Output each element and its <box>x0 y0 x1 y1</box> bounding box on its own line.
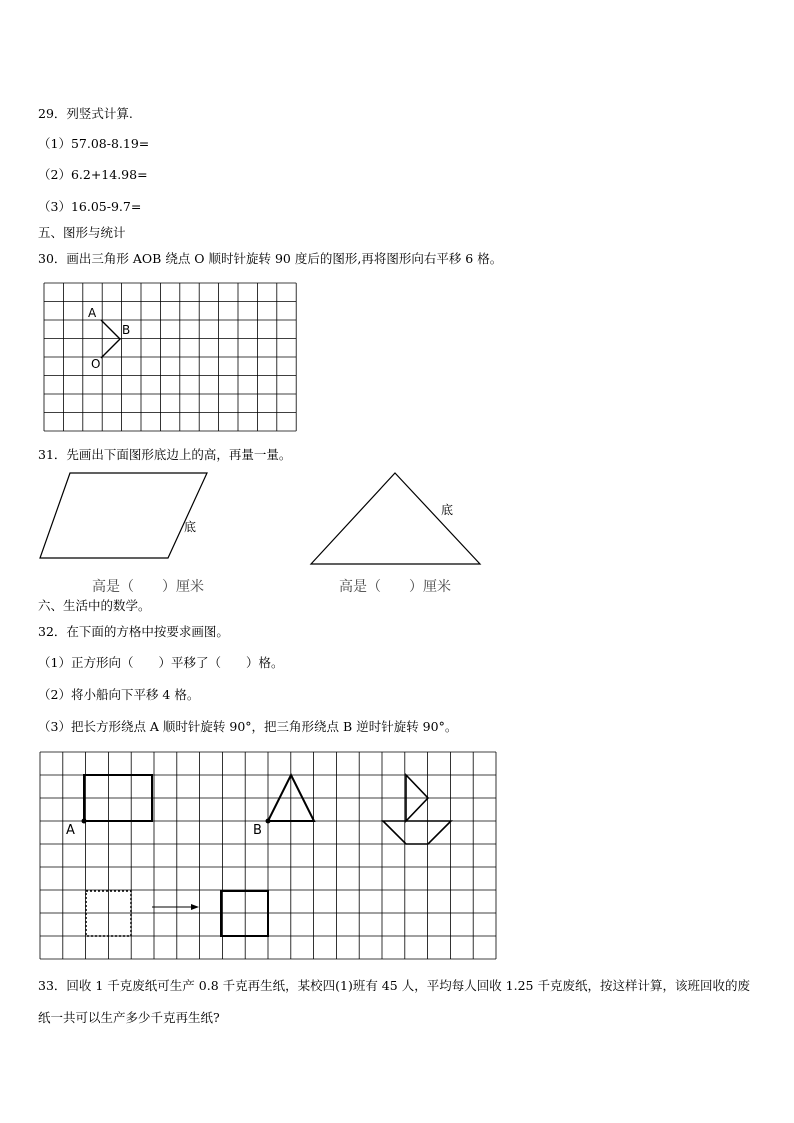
q29-title: 29．列竖式计算. <box>38 106 133 121</box>
q32-item-1: （1）正方形向（ ）平移了（ ）格。 <box>38 655 284 670</box>
triangle-caption: 高是（ ）厘米 <box>339 579 451 595</box>
section-5-heading: 五、图形与统计 <box>38 225 126 240</box>
q32-arrow-head <box>191 904 199 910</box>
q32-boat <box>383 775 451 844</box>
q30-label-b: B <box>122 323 131 337</box>
q29-item-3: （3）16.05-9.7= <box>38 199 142 214</box>
q32-item-2: （2）将小船向下平移 4 格。 <box>38 687 200 702</box>
q32-label-a: A <box>66 823 75 838</box>
q32-point-a <box>82 819 87 824</box>
triangle-base-label: 底 <box>441 503 454 517</box>
q33-text: 33．回收 1 千克废纸可生产 0.8 千克再生纸，某校四(1)班有 45 人，平均每人回收 1.25 千克废纸，按这样计算，该班回收的废纸一共可以生产多少千克再生纸? <box>38 978 750 1025</box>
q32-title: 32．在下面的方格中按要求画图。 <box>38 624 229 639</box>
section-6-heading: 六、生活中的数学。 <box>38 598 151 613</box>
q30-label-o: O <box>91 357 101 371</box>
q31-title: 31．先画出下面图形底边上的高，再量一量。 <box>38 447 292 462</box>
q30-title: 30．画出三角形 AOB 绕点 O 顺时针旋转 90 度后的图形,再将图形向右平移 6 格。 <box>38 251 503 266</box>
q32-solid-square <box>221 891 268 936</box>
q32-point-b <box>266 819 271 824</box>
q29-item-2: （2）6.2+14.98= <box>38 167 148 182</box>
q30-label-a: A <box>88 306 97 320</box>
parallelogram-caption: 高是（ ）厘米 <box>92 579 204 595</box>
q29-item-1: （1）57.08-8.19= <box>38 136 150 151</box>
q32-label-b: B <box>253 823 262 838</box>
q32-item-3: （3）把长方形绕点 A 顺时针旋转 90°，把三角形绕点 B 逆时针旋转 90°。 <box>38 719 458 734</box>
parallelogram-base-label: 底 <box>184 520 197 534</box>
